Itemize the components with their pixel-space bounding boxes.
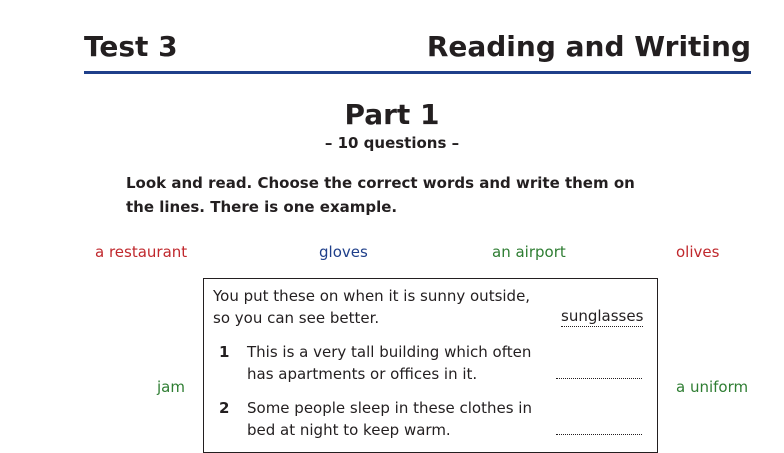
header-test-label: Test 3 bbox=[84, 30, 178, 63]
answer-blank[interactable] bbox=[556, 378, 642, 379]
word-option: jam bbox=[157, 378, 185, 396]
part-title: Part 1 bbox=[344, 98, 440, 131]
word-option: gloves bbox=[319, 243, 368, 261]
word-option: an airport bbox=[492, 243, 566, 261]
example-line-1: You put these on when it is sunny outside, bbox=[213, 287, 531, 305]
word-option: olives bbox=[676, 243, 720, 261]
example-line-2: so you can see better. bbox=[213, 309, 380, 327]
header-section-label: Reading and Writing bbox=[426, 30, 751, 63]
example-answer: sunglasses bbox=[561, 307, 644, 325]
instructions-line-2: the lines. There is one example. bbox=[126, 198, 398, 216]
word-option: a uniform bbox=[676, 378, 749, 396]
question-number: 2 bbox=[219, 399, 230, 417]
part-subtitle: – 10 questions – bbox=[324, 134, 460, 152]
question-line-1: This is a very tall building which often bbox=[247, 343, 532, 361]
question-line-2: has apartments or offices in it. bbox=[247, 365, 478, 383]
question-line-2: bed at night to keep warm. bbox=[247, 421, 451, 439]
instructions-line-1: Look and read. Choose the correct words and write them on bbox=[126, 174, 635, 192]
question-box bbox=[203, 278, 658, 453]
word-option: a restaurant bbox=[95, 243, 188, 261]
answer-blank[interactable] bbox=[556, 434, 642, 435]
header-divider bbox=[84, 71, 751, 74]
question-number: 1 bbox=[219, 343, 230, 361]
question-line-1: Some people sleep in these clothes in bbox=[247, 399, 532, 417]
